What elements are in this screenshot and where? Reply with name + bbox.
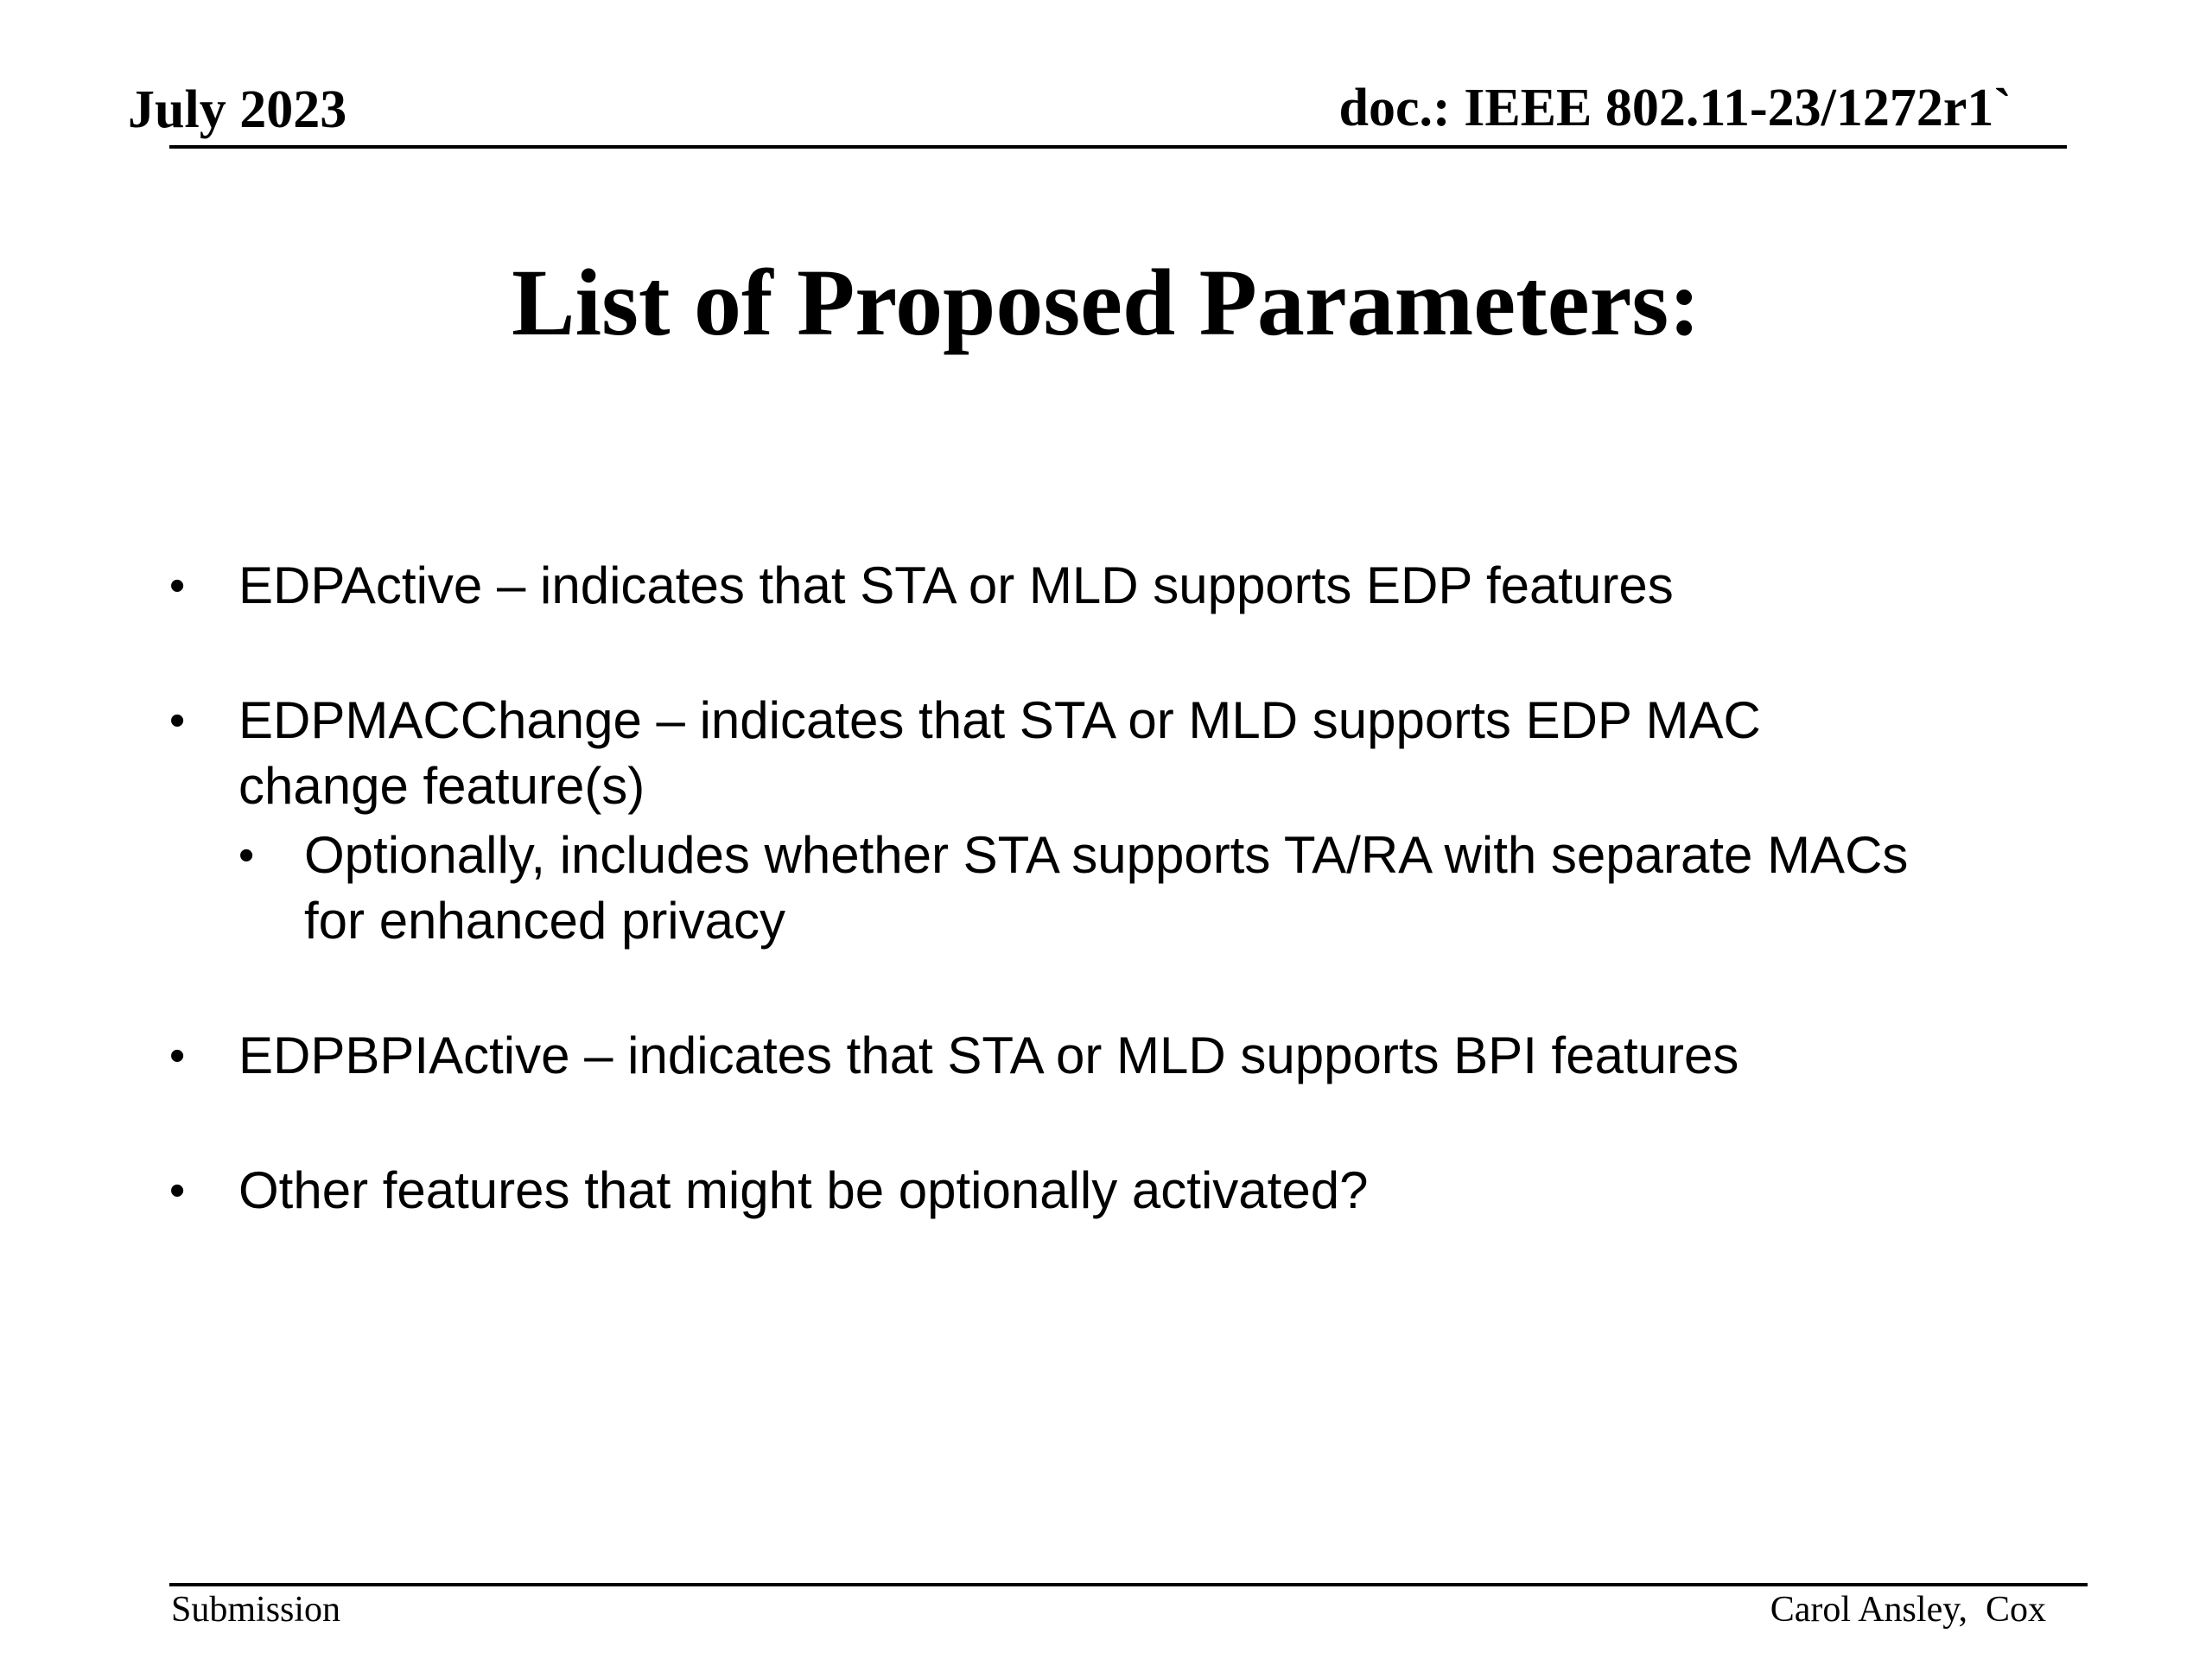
bullet-text: Other features that might be optionally activated? bbox=[238, 1161, 1369, 1219]
footer-author: Carol Ansley, Cox bbox=[1770, 1590, 2046, 1630]
bullet-text: EDPBPIActive – indicates that STA or MLD supports BPI features bbox=[238, 1027, 1739, 1084]
bullet-dot-icon: • bbox=[169, 1031, 186, 1081]
footer-divider bbox=[169, 1583, 2088, 1586]
bullet-edpactive bbox=[169, 553, 1674, 619]
sub-bullet-text-line1: Optionally, includes whether STA supports TA/RA with separate MACs bbox=[304, 826, 1909, 884]
sub-bullet-ta-ra bbox=[238, 823, 1909, 954]
bullet-other-features bbox=[169, 1158, 1369, 1224]
bullet-dot-icon: • bbox=[169, 561, 186, 611]
header-doc-id: doc.: IEEE 802.11-23/1272r1` bbox=[1338, 79, 2012, 137]
footer-submission: Submission bbox=[171, 1590, 341, 1630]
bullet-dot-icon: • bbox=[169, 1166, 186, 1216]
bullet-text-line1: EDPMACChange – indicates that STA or MLD supports EDP MAC bbox=[238, 691, 1761, 749]
header-date: July 2023 bbox=[128, 80, 347, 139]
bullet-text-line2: change feature(s) bbox=[238, 757, 645, 815]
slide-title: List of Proposed Parameters: bbox=[512, 250, 1700, 355]
bullet-edpmacchange bbox=[169, 688, 1761, 819]
bullet-dot-icon: • bbox=[169, 696, 186, 746]
bullet-edpbpiactive bbox=[169, 1023, 1739, 1089]
sub-bullet-text-line2: for enhanced privacy bbox=[304, 892, 785, 950]
bullet-text: EDPActive – indicates that STA or MLD supports EDP features bbox=[238, 556, 1674, 614]
bullet-dot-icon: • bbox=[238, 830, 255, 880]
